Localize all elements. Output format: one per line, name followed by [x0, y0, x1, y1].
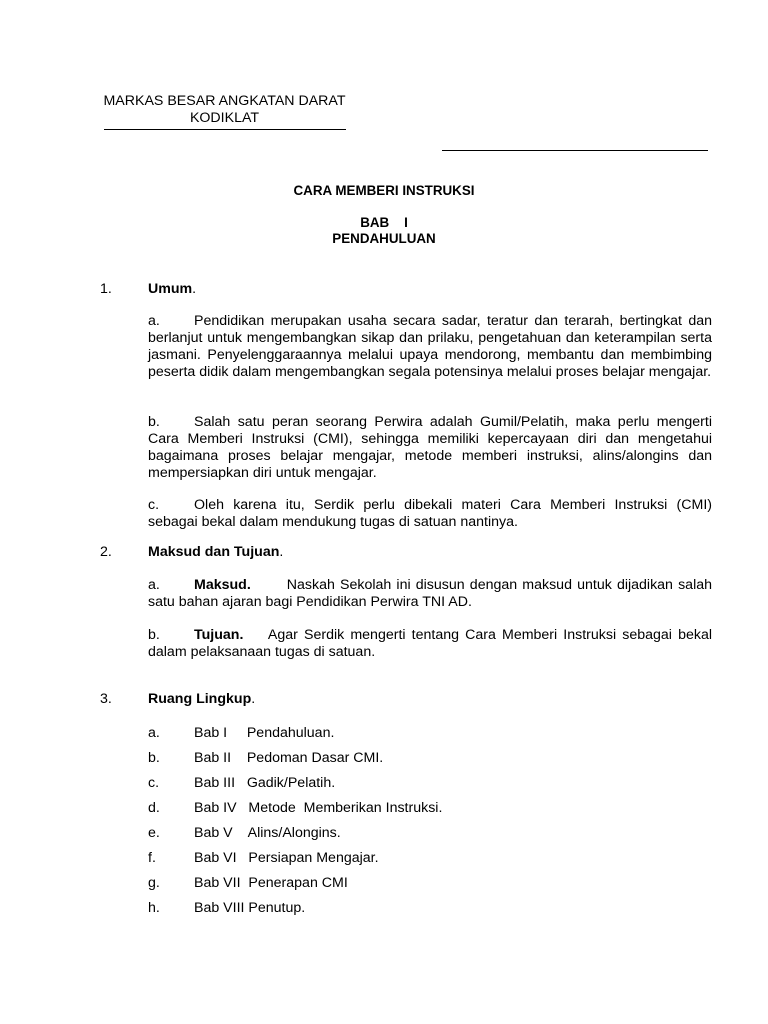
paragraph-label: a.	[148, 313, 160, 329]
paragraph-text: Oleh karena itu, Serdik perlu dibekali materi Cara Memberi Instruksi (CMI) sebagai bekal dalam mendukung tugas di satuan nantinya.	[148, 497, 712, 530]
section-number: 1.	[100, 281, 112, 297]
paragraph-text: Pendidikan merupakan usaha secara sadar, teratur dan terarah, bertingkat dan berlanjut untuk mengembangkan sikap dan prilaku, pengetahuan dan keterampilan serta jasmani. Penyelenggaraannya melalui upaya mendorong, membantu dan membimbing peserta didik dalam mengembangkan segala potensinya melalui proses belajar mengajar.	[148, 313, 712, 380]
paragraph-term: Maksud.	[194, 577, 251, 593]
letterhead-institution: MARKAS BESAR ANGKATAN DARAT	[103, 93, 346, 109]
list-item-label: h.	[148, 900, 160, 916]
list-item-label: d.	[148, 800, 160, 816]
paragraph-label: b.	[148, 414, 160, 430]
list-item-text: Bab I Pendahuluan.	[194, 725, 335, 741]
section-title-text: Maksud dan Tujuan	[148, 544, 280, 560]
section-number: 2.	[100, 544, 112, 560]
list-item-text: Bab V Alins/Alongins.	[194, 825, 341, 841]
list-item-label: f.	[148, 850, 156, 866]
letterhead	[102, 93, 347, 127]
reference-line	[442, 150, 708, 151]
letterhead-unit: KODIKLAT	[189, 110, 260, 126]
paragraph-term: Tujuan.	[194, 627, 244, 643]
section-title-text: Umum	[148, 281, 193, 297]
paragraph-text: Salah satu peran seorang Perwira adalah Gumil/Pelatih, maka perlu mengerti Cara Memberi Instruksi (CMI), sehingga memiliki kepercayaan diri dan mengetahui bagaimana proses belajar mengajar, metode memberi instruksi, alins/alongins dan mempersiapkan diri untuk mengajar.	[148, 414, 712, 481]
paragraph-text: Agar Serdik mengerti tentang Cara Memberi Instruksi sebagai bekal dalam pelaksanaan tugas di satuan.	[148, 627, 712, 660]
paragraph-maksud	[148, 577, 712, 611]
paragraph-label: b.	[148, 627, 160, 643]
section-title-umum: Umum.	[148, 281, 197, 297]
list-item-text: Bab III Gadik/Pelatih.	[194, 775, 336, 791]
list-item-text: Bab VII Penerapan CMI	[194, 875, 348, 891]
list-item-label: b.	[148, 750, 160, 766]
paragraph-umum-a	[148, 313, 712, 381]
chapter-label: BAB I	[360, 215, 408, 230]
letterhead-underline-right	[194, 129, 346, 130]
paragraph-label: c.	[148, 497, 160, 513]
paragraph-text: Naskah Sekolah ini disusun dengan maksud untuk dijadikan salah satu bahan ajaran bagi Pendidikan Perwira TNI AD.	[148, 577, 713, 610]
section-title-maksud: Maksud dan Tujuan.	[148, 544, 284, 560]
list-item-label: a.	[148, 725, 160, 741]
paragraph-label: a.	[148, 577, 160, 593]
list-item-text: Bab VIII Penutup.	[194, 900, 306, 916]
list-item-text: Bab IV Metode Memberikan Instruksi.	[194, 800, 443, 816]
section-title-ruang: Ruang Lingkup.	[148, 691, 256, 707]
chapter-name: PENDAHULUAN	[332, 231, 436, 246]
document-title: CARA MEMBERI INSTRUKSI	[293, 183, 475, 198]
list-item-text: Bab II Pedoman Dasar CMI.	[194, 750, 384, 766]
list-item-text: Bab VI Persiapan Mengajar.	[194, 850, 379, 866]
list-item-label: c.	[148, 775, 160, 791]
section-number: 3.	[100, 691, 112, 707]
list-item-label: g.	[148, 875, 160, 891]
section-title-text: Ruang Lingkup	[148, 691, 252, 707]
paragraph-tujuan	[148, 627, 712, 661]
paragraph-umum-c	[148, 497, 712, 531]
list-item-label: e.	[148, 825, 160, 841]
letterhead-underline-left	[104, 129, 194, 130]
paragraph-umum-b	[148, 414, 712, 482]
